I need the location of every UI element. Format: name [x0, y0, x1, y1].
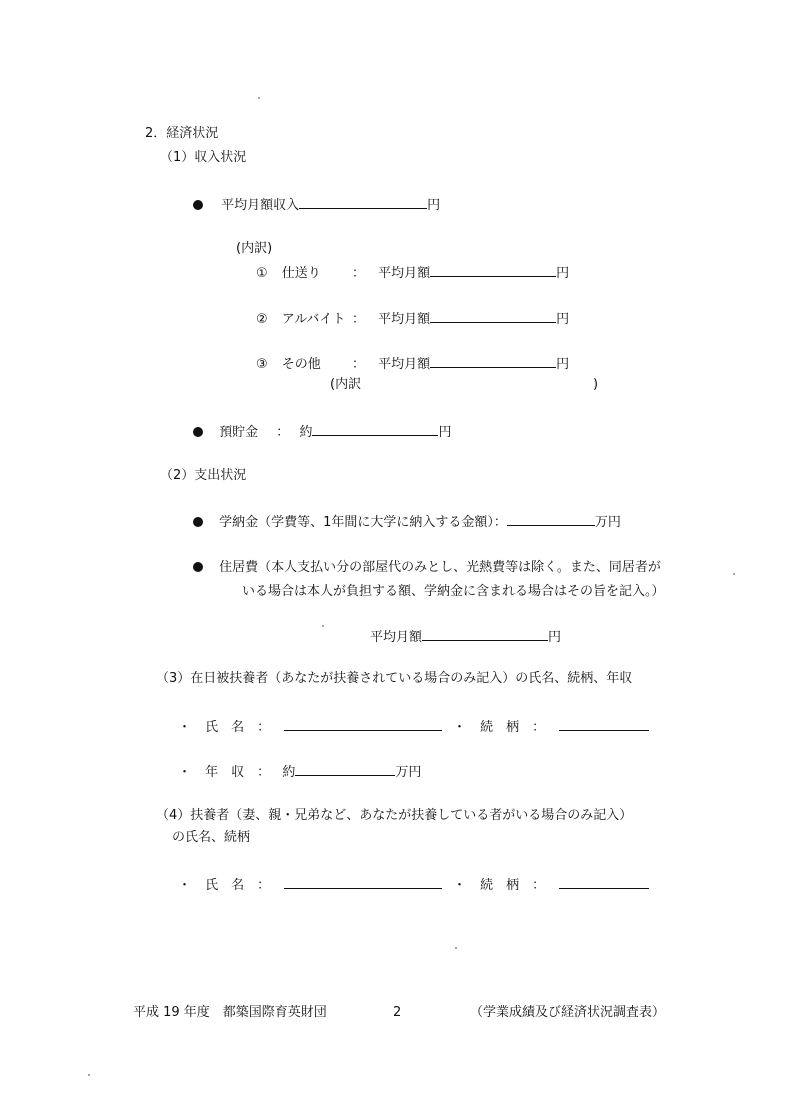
- tuition-row: [193, 513, 621, 531]
- savings-prefix: 約: [299, 425, 313, 440]
- item-colon: ：: [351, 266, 365, 281]
- item-field-label: 平均月額: [378, 357, 431, 372]
- item-unit: 円: [556, 357, 570, 372]
- monthly-income-label: 平均月額収入: [221, 198, 300, 213]
- dependent-name-field[interactable]: [284, 718, 442, 731]
- monthly-income-field[interactable]: [299, 196, 427, 209]
- name-label: 氏 名 ：: [205, 878, 271, 893]
- dependent-relation-field[interactable]: [559, 718, 649, 731]
- income-heading: （1）収入状況: [160, 150, 247, 165]
- income-label: 年 収 ：: [205, 765, 271, 780]
- dependent-income-row: [178, 763, 421, 781]
- other-detail-close: ): [593, 377, 599, 392]
- section-heading: 2．経済状況: [145, 126, 219, 141]
- relation-label: 続 柄 ：: [480, 878, 546, 893]
- savings-field[interactable]: [312, 423, 438, 436]
- part-time-field[interactable]: [430, 310, 556, 323]
- monthly-income-row: [193, 196, 440, 214]
- tuition-label: 学納金（学費等、1年間に大学に納入する金額）：: [219, 515, 507, 530]
- bullet-dot-icon: [193, 517, 203, 527]
- bullet: ・: [453, 720, 467, 735]
- item-unit: 円: [556, 312, 570, 327]
- bullet: ・: [178, 765, 192, 780]
- relation-label: 続 柄 ：: [480, 720, 546, 735]
- breakdown-label: (内訳): [236, 241, 273, 256]
- item-label: アルバイト: [281, 312, 346, 327]
- expense-heading: （2）支出状況: [160, 468, 247, 483]
- supporter-heading-line1: （4）扶養者（妻、親・兄弟など、あなたが扶養している者がいる場合のみ記入）: [156, 808, 633, 823]
- item-field-label: 平均月額: [378, 312, 431, 327]
- item-label: その他: [281, 357, 321, 372]
- dependent-relation-row: [453, 718, 649, 736]
- supporter-relation-field[interactable]: [559, 876, 649, 889]
- scan-speck: [733, 573, 735, 575]
- bullet-dot-icon: [193, 427, 203, 437]
- dependent-name-row: [178, 718, 442, 736]
- allowance-field[interactable]: [430, 264, 556, 277]
- scan-speck: [258, 97, 260, 99]
- housing-field[interactable]: [422, 628, 548, 641]
- tuition-unit: 万円: [594, 515, 621, 530]
- page-number: 2: [393, 1005, 402, 1020]
- bullet-dot-icon: [193, 562, 203, 572]
- supporter-relation-row: [453, 876, 649, 894]
- scan-speck: [88, 1074, 90, 1076]
- savings-unit: 円: [438, 425, 452, 440]
- monthly-income-unit: 円: [427, 198, 441, 213]
- housing-text-line1: 住居費（本人支払い分の部屋代のみとし、光熱費等は除く。また、同居者が: [219, 560, 661, 575]
- item-field-label: 平均月額: [378, 266, 431, 281]
- housing-row-1: [193, 560, 661, 576]
- income-prefix: 約: [282, 765, 296, 780]
- breakdown-item: [256, 310, 569, 328]
- item-number: ③: [256, 357, 268, 372]
- breakdown-item: [256, 355, 569, 373]
- footer-right: （学業成績及び経済状況調査表）: [470, 1005, 666, 1020]
- other-income-field[interactable]: [430, 355, 556, 368]
- housing-monthly-row: [370, 628, 561, 646]
- savings-label: 預貯金: [219, 425, 259, 440]
- supporter-heading-line2: の氏名、続柄: [172, 830, 251, 845]
- name-label: 氏 名 ：: [205, 720, 271, 735]
- housing-unit: 円: [548, 630, 562, 645]
- scan-speck: [455, 947, 457, 949]
- savings-colon: ：: [276, 425, 290, 440]
- housing-field-label: 平均月額: [370, 630, 423, 645]
- bullet-dot-icon: [193, 200, 203, 210]
- dependent-income-field[interactable]: [295, 763, 395, 776]
- savings-row: [193, 423, 451, 441]
- breakdown-item: [256, 264, 569, 282]
- item-number: ②: [256, 312, 268, 327]
- item-colon: ：: [351, 357, 365, 372]
- bullet: ・: [178, 720, 192, 735]
- other-detail-open: (内訳: [330, 377, 362, 392]
- scan-speck: [322, 625, 324, 627]
- supporter-name-field[interactable]: [284, 876, 442, 889]
- bullet: ・: [178, 878, 192, 893]
- item-colon: ：: [351, 312, 365, 327]
- dependent-heading: （3）在日被扶養者（あなたが扶養されている場合のみ記入）の氏名、続柄、年収: [156, 671, 633, 686]
- item-unit: 円: [556, 266, 570, 281]
- housing-text-line2: いる場合は本人が負担する額、学納金に含まれる場合はその旨を記入。）: [242, 584, 665, 599]
- income-unit: 万円: [395, 765, 422, 780]
- item-label: 仕送り: [281, 266, 321, 281]
- footer-left: 平成 19 年度 都築国際育英財団: [133, 1005, 327, 1020]
- bullet: ・: [453, 878, 467, 893]
- supporter-name-row: [178, 876, 442, 894]
- item-number: ①: [256, 266, 268, 281]
- tuition-field[interactable]: [507, 513, 595, 526]
